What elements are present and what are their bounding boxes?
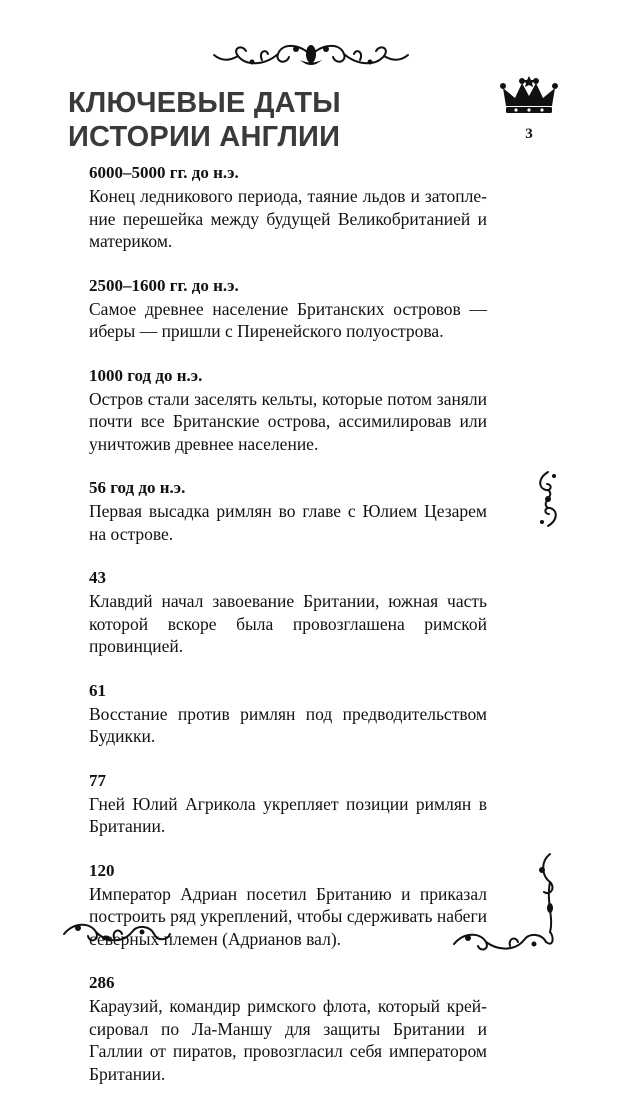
scroll-ornament-icon xyxy=(536,470,560,528)
entry-text: Караузий, командир римского флота, который крейсировал по Ла-Маншу для защиты Британии и Галлии от пиратов, провозгласил себя императором Британии. xyxy=(89,996,487,1084)
timeline-entry xyxy=(89,565,487,658)
timeline-list xyxy=(89,160,487,1105)
entry-date: 120 xyxy=(89,860,115,880)
timeline-entry xyxy=(89,475,487,545)
timeline-entry xyxy=(89,273,487,343)
entry-text: Гней Юлий Агрикола укрепляет позиции римлян в Британии. xyxy=(89,793,487,836)
entry-date: 6000–5000 гг. до н.э. xyxy=(89,163,239,182)
timeline-entry xyxy=(89,858,487,951)
timeline-entry xyxy=(89,363,487,456)
page-number: 3 xyxy=(525,126,533,142)
entry-date: 43 xyxy=(89,568,106,587)
entry-text: Самое древнее население Британских островов — иберы — пришли с Пиренейского полуострова. xyxy=(89,298,487,341)
title-line-2: ИСТОРИИ АНГЛИИ xyxy=(68,121,341,153)
entry-date: 61 xyxy=(89,680,106,700)
entry-text: Клавдий начал завоевание Британии, южная часть которой вскоре была провозглашена римской провинцией. xyxy=(89,591,487,656)
entry-text: Конец ледникового периода, таяние льдов и затопление перешейка между будущей Великобританией и материком. xyxy=(89,186,487,251)
timeline-entry xyxy=(89,970,487,1085)
flourish-ornament-icon xyxy=(212,40,410,70)
crown-icon xyxy=(500,76,558,116)
entry-text: Остров стали заселять кельты, которые потом заняли почти все Британские острова, ассимилировав или уничтожив древнее население. xyxy=(89,388,487,454)
entry-text: Император Адриан посетил Британию и приказал построить ряд укреплений, чтобы сдерживать набеги северных племен (Адрианов вал). xyxy=(89,883,487,949)
entry-date: 77 xyxy=(89,770,106,790)
entry-text: Первая высадка римлян во главе с Юлием Цезарем на острове. xyxy=(89,501,487,544)
entry-date: 56 год до н.э. xyxy=(89,478,186,497)
timeline-entry xyxy=(89,678,487,748)
entry-date: 2500–1600 гг. до н.э. xyxy=(89,275,239,295)
entry-date: 1000 год до н.э. xyxy=(89,365,203,385)
entry-text: Восстание против римлян под предводительством Будикки. xyxy=(89,703,487,746)
entry-date: 286 xyxy=(89,973,115,992)
title-line-1: КЛЮЧЕВЫЕ ДАТЫ xyxy=(68,87,341,119)
timeline-entry xyxy=(89,768,487,838)
page-title xyxy=(68,86,341,154)
timeline-entry xyxy=(89,160,487,253)
